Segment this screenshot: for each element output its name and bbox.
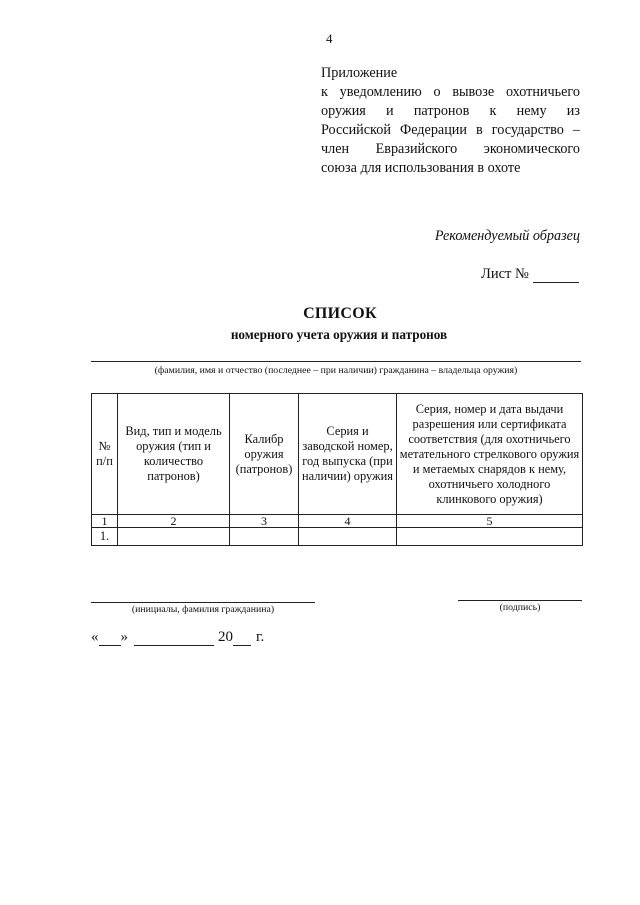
month-blank bbox=[134, 631, 214, 646]
table-cell bbox=[118, 528, 230, 546]
column-number: 1 bbox=[92, 515, 118, 528]
table-cell bbox=[299, 528, 397, 546]
table-cell: 1. bbox=[92, 528, 118, 546]
owner-name-line bbox=[91, 361, 581, 362]
appendix-block bbox=[321, 64, 580, 178]
appendix-line: Российской Федерации в государство – bbox=[321, 122, 580, 138]
header-number: № п/п bbox=[92, 394, 118, 515]
column-number: 2 bbox=[118, 515, 230, 528]
document-title: СПИСОК bbox=[303, 305, 377, 322]
table-header-row bbox=[92, 394, 583, 515]
date-field bbox=[91, 629, 264, 646]
column-number: 5 bbox=[397, 515, 583, 528]
signature-line bbox=[458, 600, 582, 601]
owner-caption: (фамилия, имя и отчество (последнее – при наличии) гражданина – владельца оружия) bbox=[154, 365, 518, 376]
document-subtitle: номерного учета оружия и патронов bbox=[230, 327, 448, 342]
column-number: 3 bbox=[230, 515, 299, 528]
signature-caption: (подпись) bbox=[499, 602, 541, 613]
date-close-quote: » bbox=[120, 629, 128, 645]
appendix-line: оружия и патронов к нему из bbox=[321, 103, 580, 119]
page-number: 4 bbox=[326, 31, 333, 46]
header-type-model: Вид, тип и модель оружия (тип и количество патронов) bbox=[118, 394, 230, 515]
header-permit: Серия, номер и дата выдачи разрешения или сертификата соответствия (для охотничьего метательного стрелкового оружия и метаемых снарядов к нему, охотничьего холодного клинкового оружия) bbox=[397, 394, 583, 515]
header-serial: Серия и заводской номер, год выпуска (при наличии) оружия bbox=[299, 394, 397, 515]
initials-line bbox=[91, 602, 315, 603]
header-caliber: Калибр оружия (патронов) bbox=[230, 394, 299, 515]
appendix-line: Приложение bbox=[321, 65, 398, 81]
appendix-line: к уведомлению о вывозе охотничьего bbox=[321, 84, 580, 100]
column-number-row bbox=[92, 515, 583, 528]
table-cell bbox=[397, 528, 583, 546]
sheet-number bbox=[481, 266, 579, 283]
table-cell bbox=[230, 528, 299, 546]
sample-label: Рекомендуемый образец bbox=[434, 228, 580, 244]
day-blank bbox=[99, 631, 121, 646]
year-prefix: 20 bbox=[218, 629, 233, 645]
weapons-register-table bbox=[91, 393, 583, 546]
appendix-line: член Евразийского экономического bbox=[321, 141, 580, 157]
sheet-number-blank bbox=[533, 268, 579, 283]
table-row bbox=[92, 528, 583, 546]
initials-caption: (инициалы, фамилия гражданина) bbox=[131, 604, 275, 615]
column-number: 4 bbox=[299, 515, 397, 528]
appendix-line: союза для использования в охоте bbox=[321, 160, 521, 176]
date-open-quote: « bbox=[91, 629, 99, 645]
year-blank bbox=[233, 631, 251, 646]
sheet-label: Лист № bbox=[481, 266, 529, 282]
year-suffix: г. bbox=[256, 629, 265, 645]
